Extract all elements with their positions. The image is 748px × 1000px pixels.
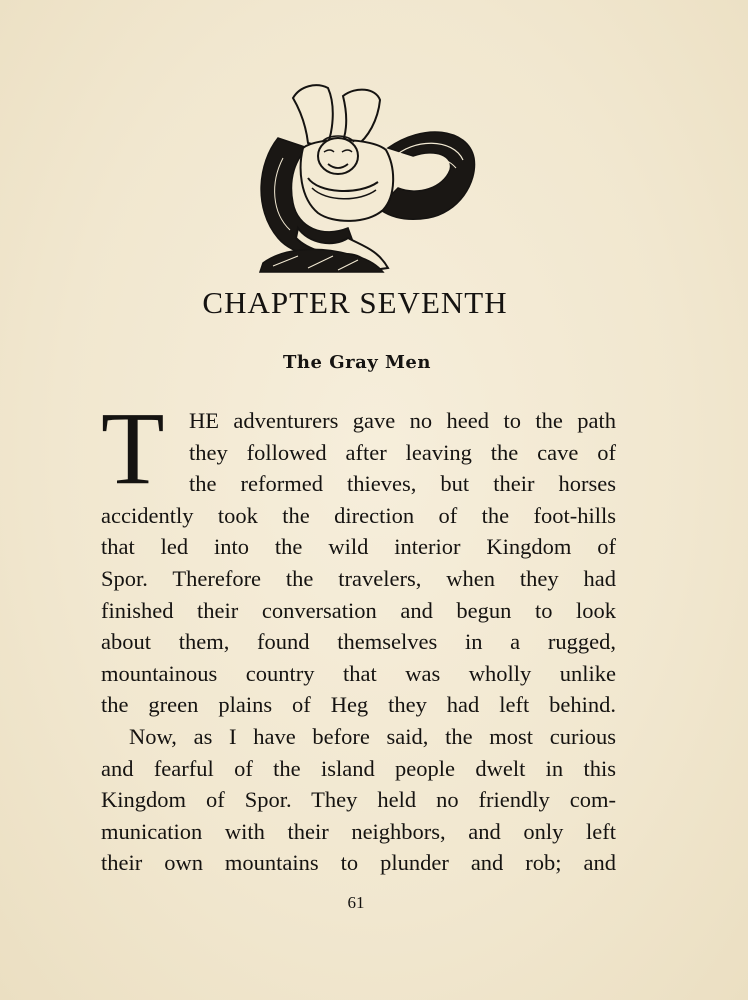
text-line: and fearful of the island people dwelt in this: [101, 755, 616, 781]
text-line: they followed after leaving the cave of: [189, 439, 616, 465]
chapter-subtitle: The Gray Men: [283, 352, 431, 373]
text-line: the green plains of Heg they had left behind.: [101, 692, 616, 718]
text-line: that led into the wild interior Kingdom of: [101, 534, 616, 560]
text-line: finished their conversation and begun to look: [101, 597, 616, 623]
text-line: mountainous country that was wholly unlike: [101, 660, 616, 686]
drop-cap: T: [101, 391, 165, 506]
text-line: the reformed thieves, but their horses: [189, 471, 616, 497]
text-line: Spor. Therefore the travelers, when they had: [101, 565, 616, 591]
page-number: 61: [347, 893, 365, 912]
text-line: Kingdom of Spor. They held no friendly com-: [101, 787, 616, 813]
text-line: their own mountains to plunder and rob; and: [101, 850, 616, 876]
body-text: [101, 405, 616, 879]
text-line: about them, found themselves in a rugged,: [101, 629, 616, 655]
text-line: HE adventurers gave no heed to the path: [189, 408, 616, 433]
text-line: accidently took the direction of the foot-hills: [101, 502, 616, 528]
gray-man-illustration: [238, 78, 478, 274]
chapter-title: CHAPTER SEVENTH: [202, 285, 508, 320]
text-line: Now, as I have before said, the most curious: [129, 723, 616, 749]
text-line: munication with their neighbors, and only left: [101, 818, 616, 844]
